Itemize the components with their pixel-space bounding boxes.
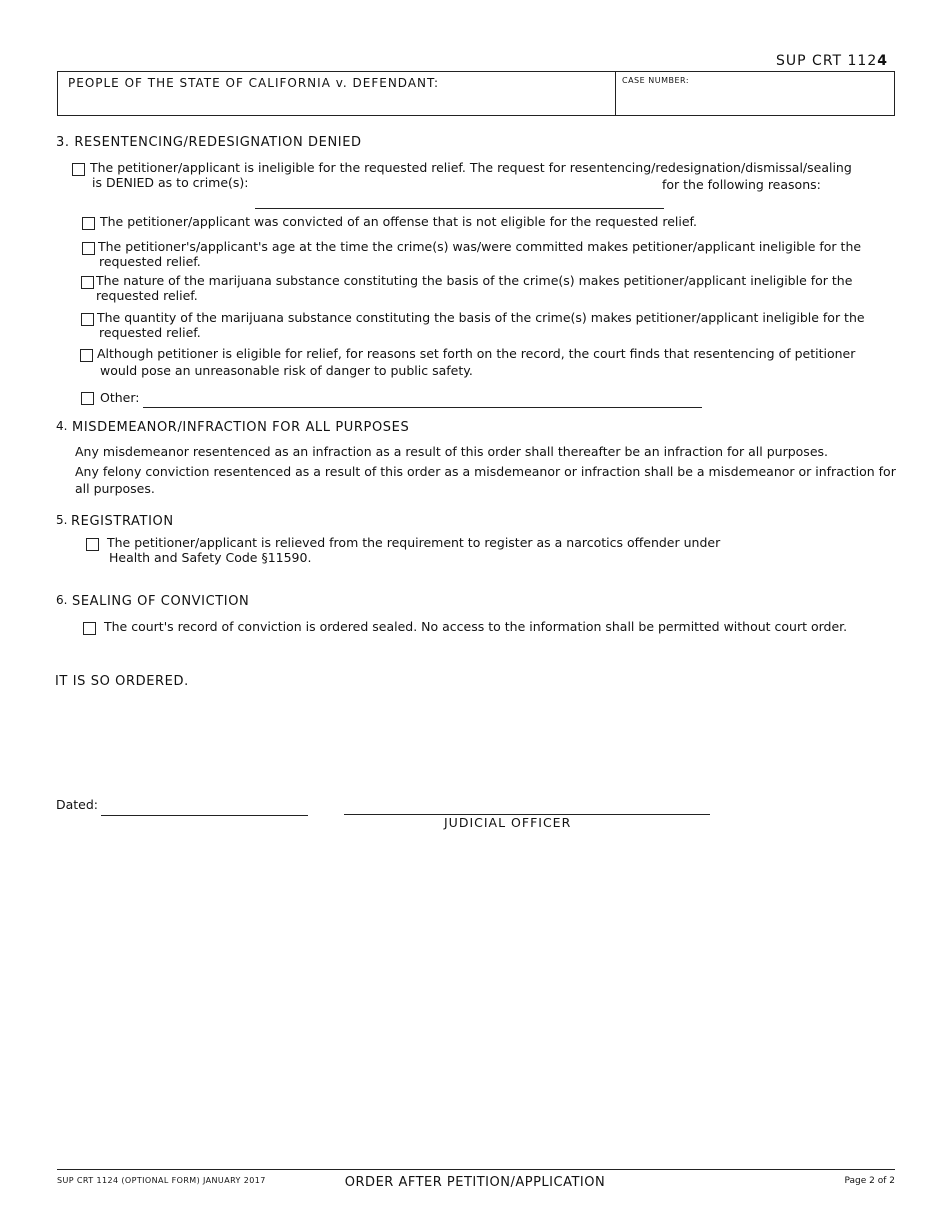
reason4-checkbox[interactable] — [81, 313, 94, 326]
reason2-text-line1: The petitioner's/applicant's age at the time the crime(s) was/were committed makes petitioner/applicant ineligible for the — [98, 239, 862, 254]
registration-text-line1: The petitioner/applicant is relieved from the requirement to register as a narcotics offender under — [107, 535, 721, 550]
caption-parties: PEOPLE OF THE STATE OF CALIFORNIA v. DEFENDANT: — [68, 76, 440, 90]
reason2-checkbox[interactable] — [82, 242, 95, 255]
dated-label: Dated: — [56, 797, 99, 812]
section4-para2-line2: all purposes. — [75, 481, 155, 496]
other-label: Other: — [100, 390, 140, 405]
reason5-text-line2: would pose an unreasonable risk of danger to public safety. — [100, 363, 473, 378]
section4-heading: MISDEMEANOR/INFRACTION FOR ALL PURPOSES — [72, 420, 410, 435]
section4-para2-line1: Any felony conviction resentenced as a result of this order as a misdemeanor or infraction shall be a misdemeanor or infraction for — [75, 464, 896, 479]
section5-number: 5. — [56, 513, 68, 527]
reason5-text-line1: Although petitioner is eligible for relief, for reasons set forth on the record, the court finds that resentencing of petitioner — [97, 346, 856, 361]
crimes-input-line[interactable] — [255, 208, 664, 209]
section4-number: 4. — [56, 419, 68, 433]
judicial-officer-label: JUDICIAL OFFICER — [444, 815, 572, 830]
reason3-checkbox[interactable] — [81, 276, 94, 289]
footer-page-number: Page 2 of 2 — [844, 1176, 895, 1186]
form-code-suffix: 4 — [877, 53, 888, 69]
denied-checkbox[interactable] — [72, 163, 85, 176]
other-checkbox[interactable] — [81, 392, 94, 405]
section6-number: 6. — [56, 593, 68, 607]
denied-text-line1: The petitioner/applicant is ineligible for the requested relief. The request for resentencing/redesignation/dismissal/sealing — [90, 160, 852, 175]
so-ordered-text: IT IS SO ORDERED. — [55, 674, 189, 689]
denied-text-line2: is DENIED as to crime(s): — [92, 175, 249, 190]
caption-divider — [615, 72, 616, 115]
reason4-text-line2: requested relief. — [99, 325, 201, 340]
reason5-checkbox[interactable] — [80, 349, 93, 362]
form-code-prefix: SUP CRT 112 — [776, 53, 878, 69]
case-number-label: CASE NUMBER: — [622, 76, 690, 85]
sealing-checkbox[interactable] — [83, 622, 96, 635]
sealing-text: The court's record of conviction is ordered sealed. No access to the information shall be permitted without court order. — [104, 619, 848, 634]
footer-rule — [57, 1169, 895, 1170]
reason3-text-line2: requested relief. — [96, 288, 198, 303]
registration-checkbox[interactable] — [86, 538, 99, 551]
other-input-line[interactable] — [143, 407, 702, 408]
reason2-text-line2: requested relief. — [99, 254, 201, 269]
footer-title: ORDER AFTER PETITION/APPLICATION — [344, 1175, 606, 1190]
footer-form-info: SUP CRT 1124 (OPTIONAL FORM) JANUARY 2017 — [57, 1176, 266, 1185]
reason1-text: The petitioner/applicant was convicted of an offense that is not eligible for the requested relief. — [100, 214, 697, 229]
reason3-text-line1: The nature of the marijuana substance constituting the basis of the crime(s) makes petitioner/applicant ineligible for the — [96, 273, 853, 288]
section4-para1: Any misdemeanor resentenced as an infraction as a result of this order shall thereafter be an infraction for all purposes. — [75, 444, 828, 459]
reason4-text-line1: The quantity of the marijuana substance constituting the basis of the crime(s) makes petitioner/applicant ineligible for the — [97, 310, 865, 325]
reason1-checkbox[interactable] — [82, 217, 95, 230]
form-code — [776, 53, 888, 69]
section5-heading: REGISTRATION — [71, 514, 174, 529]
section6-heading: SEALING OF CONVICTION — [72, 594, 250, 609]
section3-heading: 3. RESENTENCING/REDESIGNATION DENIED — [56, 135, 362, 150]
following-reasons-label: for the following reasons: — [662, 177, 821, 192]
date-input-line[interactable] — [101, 815, 308, 816]
registration-text-line2: Health and Safety Code §11590. — [109, 550, 312, 565]
case-caption-box — [57, 71, 895, 116]
